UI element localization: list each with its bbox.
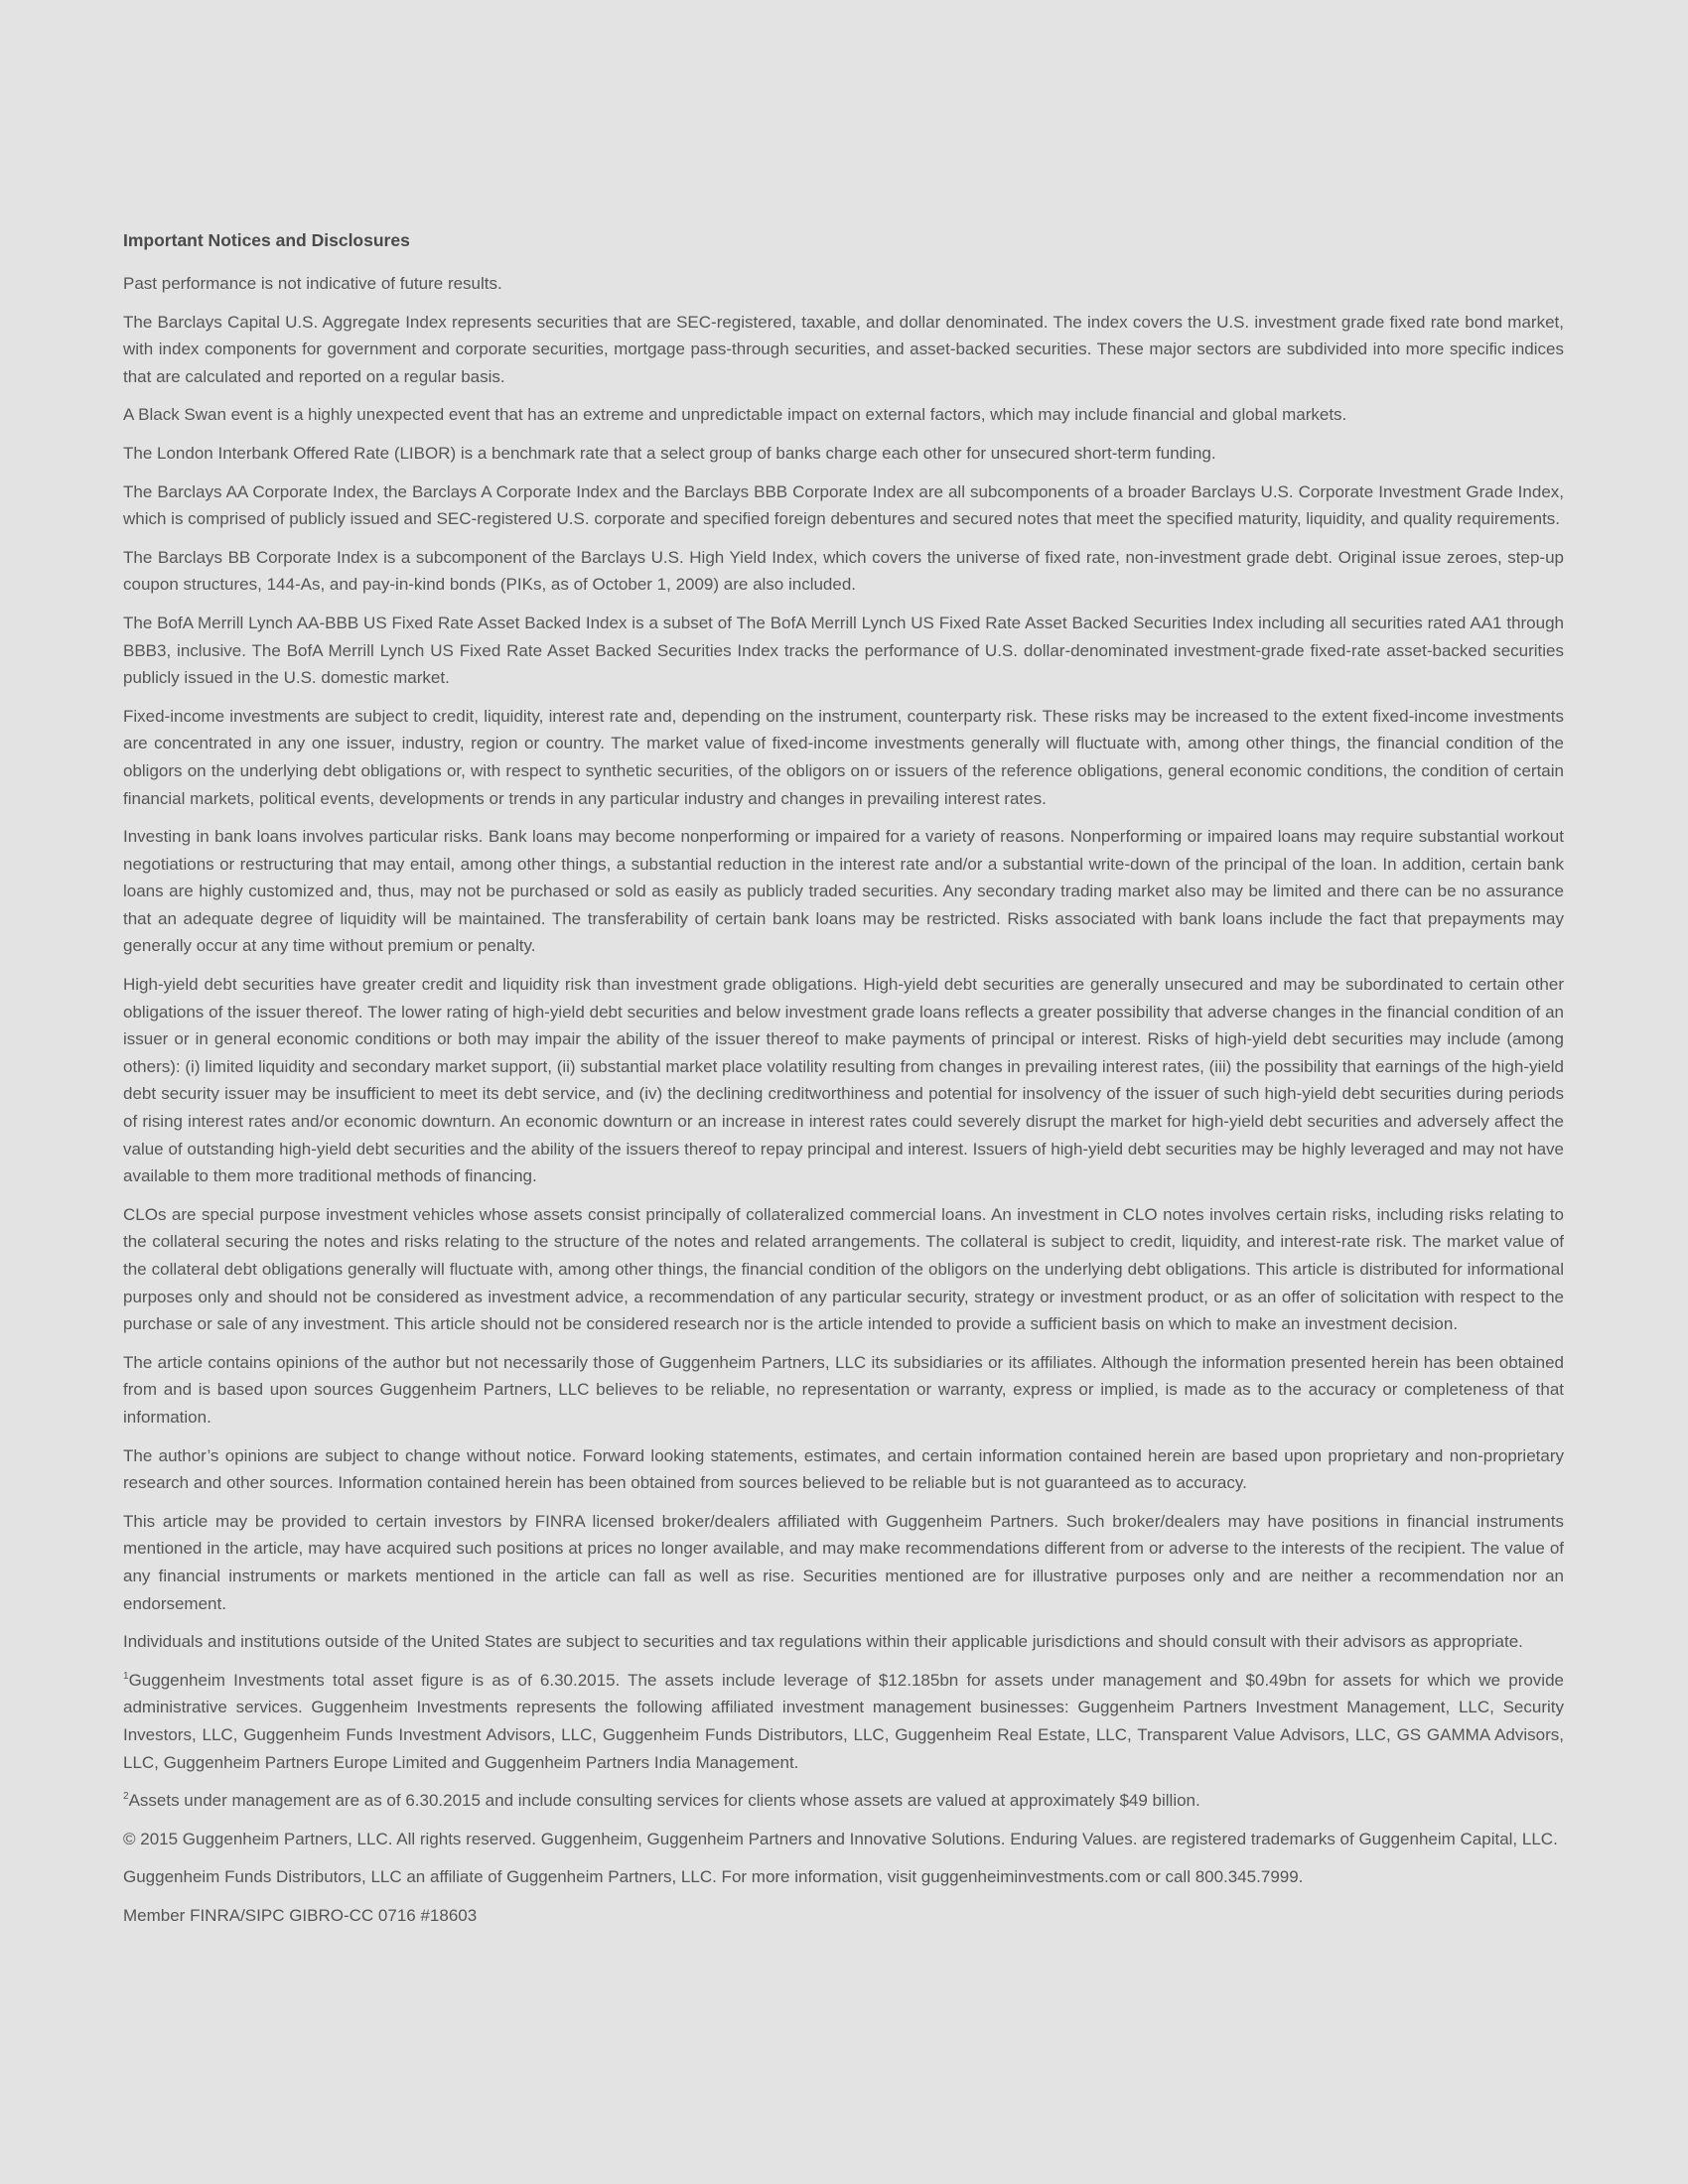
paragraph-high-yield: High-yield debt securities have greater credit and liquidity risk than investment grade obligations. High-yield debt securities are generally unsecured and may be subordinated to certain other obligations of the issuer thereof. The lower rating of high-yield debt securities and below investment grade loans reflects a greater possibility that adverse changes in the financial condition of an issuer or in general economic conditions or both may impair the ability of the issuer thereof to make payments of principal or interest. Risks of high-yield debt securities may include (among others): (i) limited liquidity and secondary market support, (ii) substantial market place volatility resulting from changes in prevailing interest rates, (iii) the possibility that earnings of the high-yield debt security issuer may be insufficient to meet its debt service, and (iv) the declining creditworthiness and potential for insolvency of the issuer of such high-yield debt securities during periods of rising interest rates and/or economic downturn. An economic downturn or an increase in interest rates could severely disrupt the market for high-yield debt securities and adversely affect the value of outstanding high-yield debt securities and the ability of the issuers thereof to repay principal and interest. Issuers of high-yield debt securities may be highly leveraged and may not have available to them more traditional methods of financing. xyxy=(123,975,1564,1186)
distributor-notice: Guggenheim Funds Distributors, LLC an affiliate of Guggenheim Partners, LLC. For more information, visit guggenheiminvestments.com or call 800.345.7999. xyxy=(123,1867,1304,1887)
paragraph-aggregate-index: The Barclays Capital U.S. Aggregate Index represents securities that are SEC-registered, taxable, and dollar denominated. The index covers the U.S. investment grade fixed rate bond market, with index components for government and corporate securities, mortgage pass-through securities, and asset-backed securities. These major sectors are subdivided into more specific indices that are calculated and reported on a regular basis. xyxy=(123,312,1564,386)
footnote-1-marker: 1 xyxy=(123,1670,129,1682)
footnote-2-text: Assets under management are as of 6.30.2015 and include consulting services for clients whose assets are valued at approximately $49 billion. xyxy=(128,1791,1200,1811)
disclosures-page xyxy=(123,228,1564,1940)
paragraph-black-swan: A Black Swan event is a highly unexpected event that has an extreme and unpredictable impact on external factors, which may include financial and global markets. xyxy=(123,405,1347,425)
footnote-1 xyxy=(123,1667,1564,1776)
paragraph-past-performance: Past performance is not indicative of future results. xyxy=(123,274,502,293)
paragraph-fixed-income-risk: Fixed-income investments are subject to credit, liquidity, interest rate and, depending on the instrument, counterparty risk. These risks may be increased to the extent fixed-income investments are concentrated in any one issuer, industry, region or country. The market value of fixed-income investments generally will fluctuate with, among other things, the financial condition of the obligors on the underlying debt obligations or, with respect to synthetic securities, of the obligors on or issuers of the reference obligations, general economic conditions, the condition of certain financial markets, political events, developments or trends in any particular industry and changes in prevailing interest rates. xyxy=(123,706,1564,808)
paragraph-clos: CLOs are special purpose investment vehicles whose assets consist principally of collateralized commercial loans. An investment in CLO notes involves certain risks, including risks relating to the collateral securing the notes and risks relating to the structure of the notes and related arrangements. The collateral is subject to credit, liquidity, and interest-rate risk. The market value of the collateral debt obligations generally will fluctuate with, among other things, the financial condition of the obligors on the underlying debt obligations. This article is distributed for informational purposes only and should not be considered as investment advice, a recommendation of any particular security, strategy or investment product, or as an offer of solicitation with respect to the purchase or sale of any investment. This article should not be considered research nor is the article intended to provide a sufficient basis on which to make an investment decision. xyxy=(123,1204,1564,1334)
paragraph-finra-brokers: This article may be provided to certain investors by FINRA licensed broker/dealers affiliated with Guggenheim Partners. Such broker/dealers may have positions in financial instruments mentioned in the article, may have acquired such positions at prices no longer available, and may make recommendations different from or adverse to the interests of the recipient. The value of any financial instruments or markets mentioned in the article can fall as well as rise. Securities mentioned are for illustrative purposes only and are neither a recommendation nor an endorsement. xyxy=(123,1511,1564,1613)
footnote-1-text: Guggenheim Investments total asset figure is as of 6.30.2015. The assets include leverage of $12.185bn for assets under management and $0.49bn for assets for which we provide administrative services. Guggenheim Investments represents the following affiliated investment management businesses: Guggenheim Partners Investment Management, LLC, Security Investors, LLC, Guggenheim Funds Investment Advisors, LLC, Guggenheim Funds Distributors, LLC, Guggenheim Real Estate, LLC, Transparent Value Advisors, LLC, GS GAMMA Advisors, LLC, Guggenheim Partners Europe Limited and Guggenheim Partners India Management. xyxy=(123,1670,1564,1772)
footnote-2-marker: 2 xyxy=(123,1791,129,1803)
paragraph-corporate-indices: The Barclays AA Corporate Index, the Barclays A Corporate Index and the Barclays BBB Corporate Index are all subcomponents of a broader Barclays U.S. Corporate Investment Grade Index, which is comprised of publicly issued and SEC-registered U.S. corporate and specified foreign debentures and secured notes that meet the specified maturity, liquidity, and quality requirements. xyxy=(123,481,1564,529)
member-notice: Member FINRA/SIPC GIBRO-CC 0716 #18603 xyxy=(123,1905,478,1925)
paragraph-author-opinions: The article contains opinions of the author but not necessarily those of Guggenheim Partners, LLC its subsidiaries or its affiliates. Although the information presented herein has been obtained from and is based upon sources Guggenheim Partners, LLC believes to be reliable, no representation or warranty, express or implied, is made as to the accuracy or completeness of that information. xyxy=(123,1352,1564,1427)
page-title: Important Notices and Disclosures xyxy=(123,230,410,250)
paragraph-bank-loans: Investing in bank loans involves particular risks. Bank loans may become nonperforming or impaired for a variety of reasons. Nonperforming or impaired loans may require substantial workout negotiations or restructuring that may entail, among other things, a substantial reduction in the interest rate and/or a substantial write-down of the principal of the loan. In addition, certain bank loans are highly customized and, thus, may not be purchased or sold as easily as publicly traded securities. Any secondary trading market also may be limited and there can be no assurance that an adequate degree of liquidity will be maintained. The transferability of certain bank loans may be restricted. Risks associated with bank loans include the fact that prepayments may generally occur at any time without premium or penalty. xyxy=(123,827,1564,956)
paragraph-libor: The London Interbank Offered Rate (LIBOR) is a benchmark rate that a select group of banks charge each other for unsecured short-term funding. xyxy=(123,443,1216,463)
paragraph-bb-corporate-index: The Barclays BB Corporate Index is a subcomponent of the Barclays U.S. High Yield Index, which covers the universe of fixed rate, non-investment grade debt. Original issue zeroes, step-up coupon structures, 144-As, and pay-in-kind bonds (PIKs, as of October 1, 2009) are also included. xyxy=(123,547,1564,595)
paragraph-forward-looking: The author’s opinions are subject to change without notice. Forward looking statements, estimates, and certain information contained herein are based upon proprietary and non-proprietary research and other sources. Information contained herein has been obtained from sources believed to be reliable but is not guaranteed as to accuracy. xyxy=(123,1445,1564,1493)
footnote-2 xyxy=(123,1787,1564,1815)
paragraph-outside-us: Individuals and institutions outside of the United States are subject to securities and tax regulations within their applicable jurisdictions and should consult with their advisors as appropriate. xyxy=(123,1632,1523,1652)
paragraph-asset-backed-index: The BofA Merrill Lynch AA-BBB US Fixed Rate Asset Backed Index is a subset of The BofA Merrill Lynch US Fixed Rate Asset Backed Securities Index including all securities rated AA1 through BBB3, inclusive. The BofA Merrill Lynch US Fixed Rate Asset Backed Securities Index tracks the performance of U.S. dollar-denominated investment-grade fixed-rate asset-backed securities publicly issued in the U.S. domestic market. xyxy=(123,613,1564,688)
copyright-notice: © 2015 Guggenheim Partners, LLC. All rights reserved. Guggenheim, Guggenheim Partners and Innovative Solutions. Enduring Values. are registered trademarks of Guggenheim Capital, LLC. xyxy=(123,1829,1558,1848)
